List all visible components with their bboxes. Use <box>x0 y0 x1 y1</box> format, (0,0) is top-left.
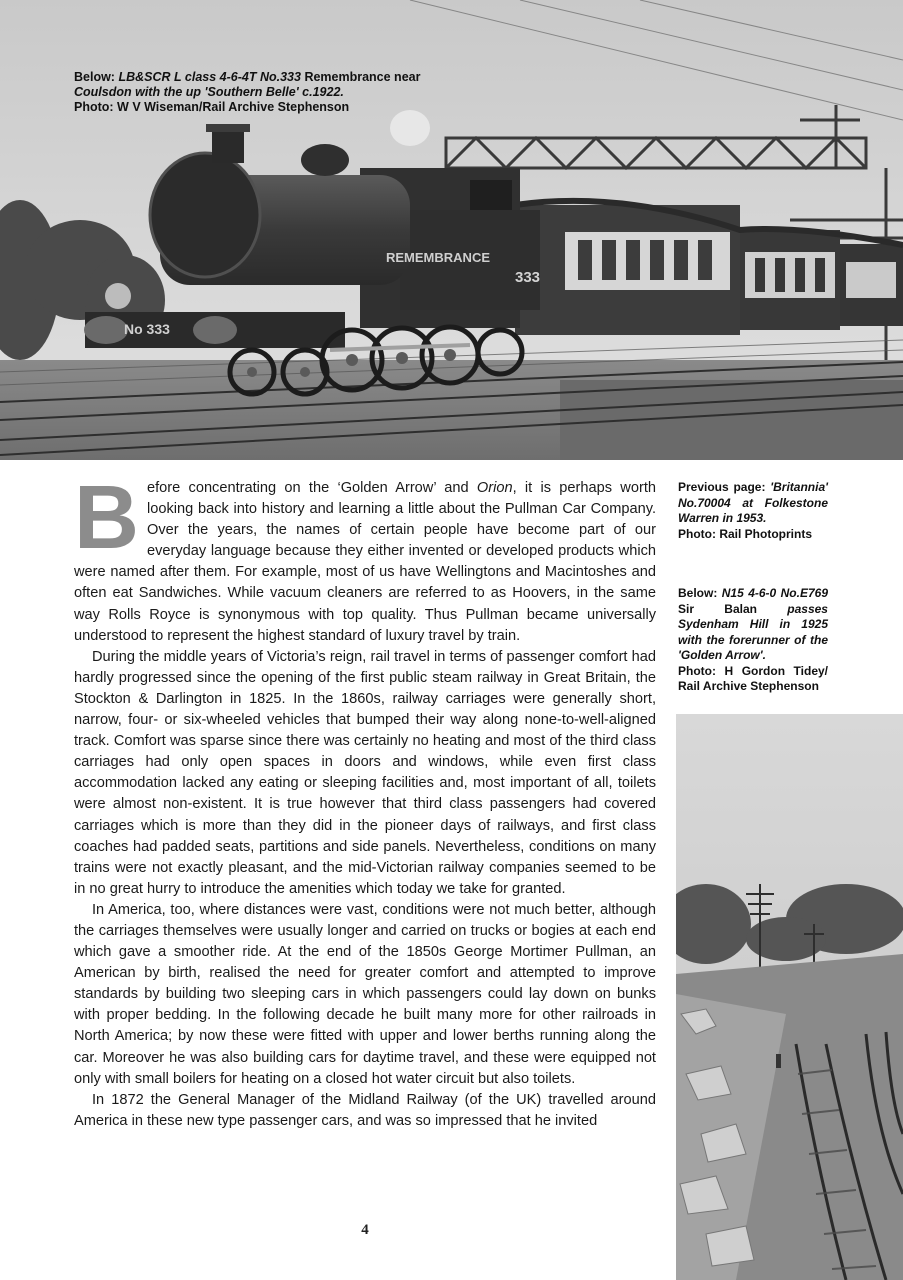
caption-credit: Photo: W V Wiseman/Rail Archive Stephenson <box>74 100 350 114</box>
caption-title: N15 4-6-0 <box>721 586 777 600</box>
caption-number: No.E769 <box>780 586 828 600</box>
locomotive-photo-illustration <box>0 0 903 460</box>
locomotive-number: 333 <box>515 269 541 286</box>
caption-description: Coulsdon with the up 'Southern Belle' c.1922. <box>74 85 344 99</box>
previous-page-caption <box>678 480 828 542</box>
article-paragraph-3: In America, too, where distances were vast, conditions were not much better, although the carriages themselves were usually longer and carried on trucks or bogies at each end which gave a smoother ride. At the end of the 1850s George Mortimer Pullman, an American by birth, realised the need for greater comfort and attempted to improve standards by building two sleeping cars in which passengers could lay down on bunks with proper bedding. In the following decade he built many more for other railroads in North America; by now these were fitted with upper and lower berths running along the car. Moreover he was also building cars for daytime travel, and these were equipped not only with small boilers for heating on a closed hot water circuit but also toilets. <box>74 901 656 1087</box>
caption-lead: Below: <box>74 70 115 84</box>
caption-name: Sir Balan <box>678 601 757 616</box>
caption-lead: Below: <box>678 586 718 600</box>
locomotive-photo <box>0 0 903 460</box>
sydenham-hill-illustration <box>676 714 903 1280</box>
drop-cap: B <box>74 468 139 568</box>
caption-description-2: with the forerunner of the 'Golden Arrow'. <box>678 632 828 662</box>
page-number: 4 <box>361 1222 369 1238</box>
caption-title: LB&SCR L class 4-6-4T No.333 <box>118 70 301 84</box>
article-paragraph-2: During the middle years of Victoria’s reign, rail travel in terms of passenger comfort had hardly progressed since the opening of the first public steam railway in Great Britain, the Stockton & Darlington in 1825. In the 1860s, railway carriages were generally short, narrow, four- or six-wheeled vehicles that bumped their way along none-to-well-aligned track. Comfort was sparse since there was certainly no heating and most of the third class carriages had only open spaces in doors and windows, while even first class accommodation lacked any eating or sleeping facilities and, most important of all, toilets were almost non-existent. It is true however that third class passengers had covered carriages which is more than they did in the pioneer days of railways, and first class coaches had padded seats, partitions and side panels. Nevertheless, conditions on many trains were not exactly pleasant, and the mid-Victorian railway companies seemed to be in no great hurry to introduce the amenities which today we take for granted. <box>74 648 656 897</box>
article-body <box>74 468 656 1132</box>
caption-name: Remembrance near <box>304 70 421 84</box>
paragraph-text: , it is perhaps worth looking back into history and learning a little about the Pullman Car Company. Over the years, the names of certain people have become part of our everyday language because they either invented or developed products which were named after them. For example, most of us have Wellingtons and Macintoshes and often eat Sandwiches. While vacuum cleaners are referred to as Hoovers, in the same way Rolls Royce is synonymous with top quality. Thus Pullman became universally understood to represent the highest standard of luxury travel by train. <box>74 480 656 644</box>
article-paragraph-4: In 1872 the General Manager of the Midland Railway (of the UK) travelled around America in these new type passenger cars, and was so impressed that he invited <box>74 1091 656 1129</box>
top-photo-caption <box>74 70 454 115</box>
side-photo-caption <box>678 586 828 695</box>
caption-description: passes Sydenham Hill in 1925 <box>678 601 828 631</box>
paragraph-text: efore concentrating on the ‘Golden Arrow’ and <box>147 480 477 496</box>
caption-credit: Photo: H Gordon Tidey/ Rail Archive Stephenson <box>678 663 828 693</box>
caption-title: 'Britannia' No.70004 at Folkestone Warren in 1953. <box>678 480 828 525</box>
caption-lead: Previous page: <box>678 480 766 494</box>
locomotive-nameplate: REMEMBRANCE <box>386 250 490 265</box>
sydenham-hill-photo <box>676 714 903 1280</box>
locomotive-name-italic: Orion <box>476 480 513 496</box>
caption-credit: Photo: Rail Photoprints <box>678 526 812 541</box>
article-paragraph-1 <box>74 468 656 647</box>
smokebox-number-plate: No 333 <box>124 321 170 337</box>
